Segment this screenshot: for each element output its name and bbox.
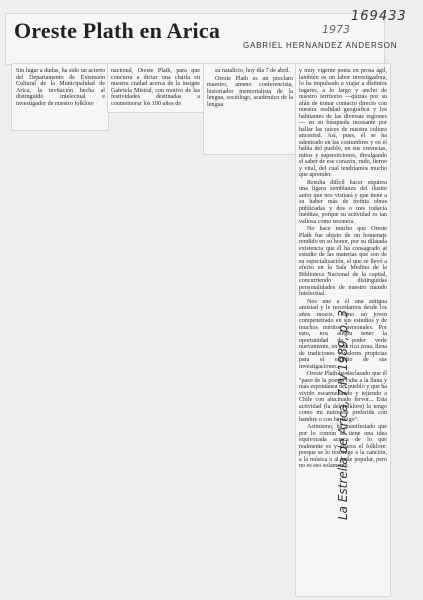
paragraph: Sin lugar a dudas, ha sido un acierto del Departamento de Extensión Cultural de la Municipalidad de Arica, la invitación hecha al distinguido intelectual e investigador de nuestro folklore	[16, 68, 105, 107]
paragraph: su natalicio, hoy día 7 de abril.	[215, 68, 291, 74]
article-column-1	[16, 68, 105, 108]
article-byline: GABRIEL HERNANDEZ ANDERSON	[243, 41, 398, 50]
handwritten-catalog-number: 169433	[351, 9, 407, 24]
article-title: Oreste Plath en Arica	[14, 18, 221, 43]
article-column-3	[207, 68, 293, 109]
paragraph: y muy vigente poeta en prosa ágil, también es un labor investigadora, lo ha impulsado a viajar a distintos lugares, a lo largo y ancho de nuestro territorio —quizás por su afán de tomar contacto directo con nuestra realidad geográfica y los habitantes de las diversas regiones— en su búsqueda incesante por hallar las raíces de nuestra cultura ancestral. Así, pues, él se ha adentrado en las costumbres y en el habla del pueblo, en sus creencias, mitos y supersticiones, divulgando el saber de ese corazón, rudo, tierno y vital, del cual tendríamos mucho que aprender.	[299, 68, 387, 178]
paragraph: Oreste Plath ha declarado que él "paso de la poesía culta a la llana y más espontánea del pueblo y que ha vivido escarmenando y tejiendo a Chile con alucinado fervor... Esta actividad (la del folklore) la tengo como mi nutrición preferida con hambre o con hartazgo".	[299, 371, 387, 423]
article-column-2	[111, 68, 200, 108]
paragraph: nacional, Oreste Plath, para que concurra a dictar una charla en nuestra ciudad acerca de la insigne Gabriela Mistral, con motivo de las festividades destinadas a conmemorar los 100 años de	[111, 68, 200, 107]
paragraph: Oreste Plath es un preclaro maestro, ameno conferencista, historiador memorialista de la lengua, sociólogo, académico de la lengua	[207, 75, 293, 108]
article-column-4	[299, 68, 387, 471]
paragraph: No hace mucho que Oreste Plath fue objeto de un homenaje rendido en su honor, por su dilatada existencia que él ha consagrado al estudio de las materias que son de su especialización, el que se llevó a efecto en la Sala Medina de la Biblioteca Nacional de la capital, concurriendo distinguidas personalidades de nuestro mundo intelectual.	[299, 226, 387, 297]
handwritten-source-note: La Estrella de Arica, 7.IV.1989, p. 3	[336, 309, 350, 520]
paragraph: Nos une a él una antigua amistad y le recordamos desde los años mozos, como un joven compenetrado en sus estudios y de muchos méritos personales. Por esto, nos alegra tener la oportunidad de poder verle nuevamente, en esta rica zona, llena de tradiciones y valores propicias para el estudio de sus investigaciones.	[299, 298, 387, 370]
paragraph: Resulta difícil hacer siquiera una ligera semblanza del ilustre autor que nos visitará y que tiene a su haber más de treinta obras publicadas y dos o tres todavía inéditas, porque su actividad es tan valiosa como tesonera.	[299, 179, 387, 225]
paragraph: Asimismo, ha manifestado que por lo común se tiene una idea equivocada acerca de lo que realmente es y abarca el folklore: porque se lo restringe a la canción, a la música o al baile popular, pero no es eso solamente.	[299, 424, 387, 469]
handwritten-year: 1973	[322, 23, 350, 36]
